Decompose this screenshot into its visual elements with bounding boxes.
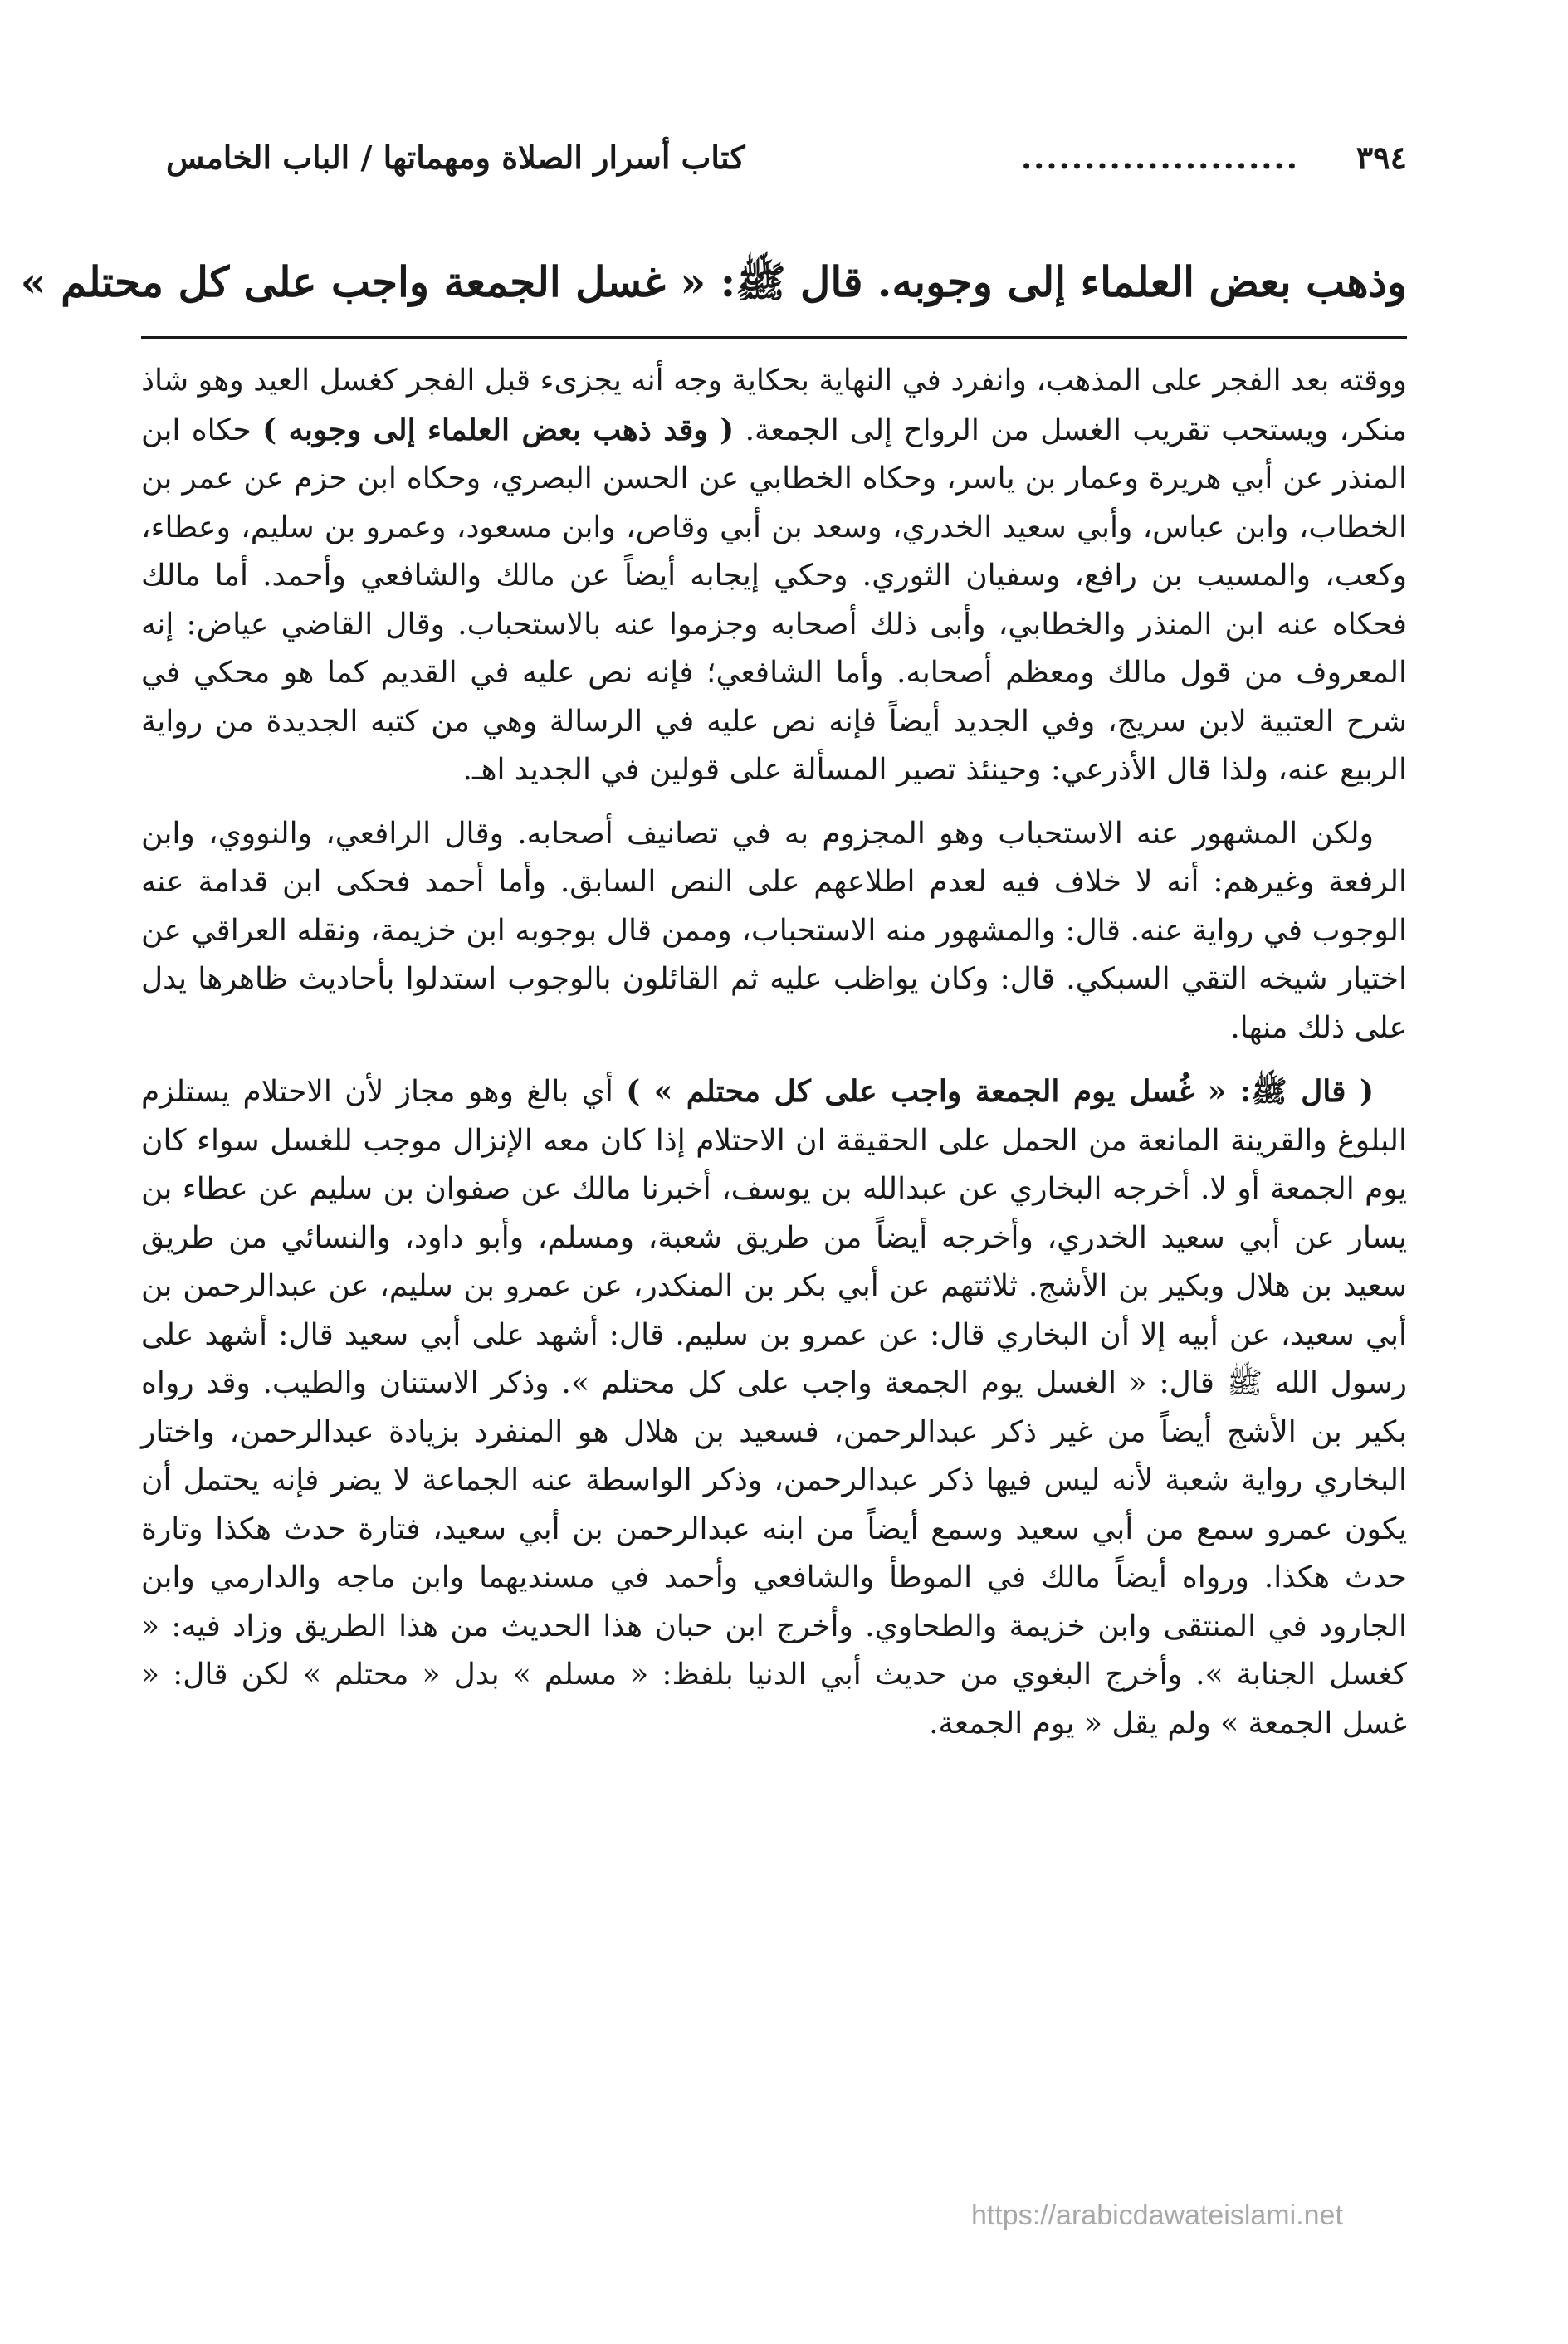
running-title: كتاب أسرار الصلاة ومهماتها / الباب الخامس [166, 139, 745, 176]
page-number: ٣٩٤ [1356, 139, 1407, 176]
separator-rule [141, 336, 1407, 339]
matn-text: وذهب بعض العلماء إلى وجوبه. قال ﷺ: « غسل الجمعة واجب على كل محتلم » [20, 257, 1407, 306]
quoted-matn: ( وقد ذهب بعض العلماء إلى وجوبه ) [262, 412, 735, 447]
commentary-text: أي بالغ وهو مجاز لأن الاحتلام يستلزم البلوغ والقرينة المانعة من الحمل على الحقيقة ان الاحتلام إذا كان معه الإنزال موجب للغسل سواء كان يوم الجمعة أو لا. أخرجه البخاري عن عبدالله بن يوسف، أخبرنا مالك عن صفوان بن سليم عن عطاء بن يسار عن أبي سعيد الخدري، وأخرجه أيضاً من طريق شعبة، ومسلم، وأبو داود، والنسائي من طريق سعيد بن هلال وبكير بن الأشج. ثلاثتهم عن أبي بكر بن المنكدر، عن عمرو بن سليم، عن عبدالرحمن بن أبي سعيد، عن أبيه إلا أن البخاري قال: عن عمرو بن سليم. قال: أشهد على أبي سعيد قال: أشهد على رسول الله ﷺ قال: « الغسل يوم الجمعة واجب على كل محتلم ». وذكر الاستنان والطيب. وقد رواه بكير بن الأشج أيضاً من غير ذكر عبدالرحمن، فسعيد بن هلال هو المنفرد بزيادة عبدالرحمن، واختار البخاري رواية شعبة لأنه ليس فيها ذكر عبدالرحمن، وذكر الواسطة عنه الجماعة لا يضر فإنه يحتمل أن يكون عمرو سمع من أبي سعيد وسمع أيضاً من ابنه عبدالرحمن بن أبي سعيد، فتارة حدث هكذا وتارة حدث هكذا. ورواه أيضاً مالك في الموطأ والشافعي وأحمد في مسنديهما وابن ماجه والدارمي وابن الجارود في المنتقى وابن خزيمة والطحاوي. وأخرج ابن حبان هذا الحديث من هذا الطريق وزاد فيه: « كغسل الجنابة ». وأخرج البغوي من حديث أبي الدنيا بلفظ: « مسلم » بدل « محتلم » لكن قال: « غسل الجمعة » ولم يقل « يوم الجمعة. [141, 1075, 1407, 1741]
header-dot-leader: ...................... [1020, 139, 1299, 176]
running-header [166, 133, 1407, 183]
commentary-paragraph-2: ولكن المشهور عنه الاستحباب وهو المجزوم به في تصانيف أصحابه. وقال الرافعي، والنووي، وابن الرفعة وغيرهم: أنه لا خلاف فيه لعدم اطلاعهم على النص السابق. وأما أحمد فحكى ابن قدامة عنه الوجوب في رواية عنه. قال: والمشهور منه الاستحباب، وممن قال بوجوبه ابن خزيمة، ونقله العراقي عن اختيار شيخه التقي السبكي. قال: وكان يواظب عليه ثم القائلون بالوجوب استدلوا بأحاديث ظاهرها يدل على ذلك منها. [141, 816, 1407, 1045]
commentary-body [141, 357, 1407, 1755]
commentary-text: حكاه ابن المنذر عن أبي هريرة وعمار بن ياسر، وحكاه الخطابي عن الحسن البصري، وحكاه ابن حزم عن عمر بن الخطاب، وابن عباس، وأبي سعيد الخدري، وسعد بن أبي وقاص، وابن مسعود، وعمرو بن سليم، وعطاء، وكعب، والمسيب بن رافع، وسفيان الثوري. وحكي إيجابه أيضاً عن مالك والشافعي وأحمد. أما مالك فحكاه عنه ابن المنذر والخطابي، وأبى ذلك أصحابه وجزموا عنه بالاستحباب. وقال القاضي عياض: إنه المعروف من قول مالك ومعظم أصحابه. وأما الشافعي؛ فإنه نص عليه في القديم كما هو محكي في شرح العتبية لابن سريج، وفي الجديد أيضاً فإنه نص عليه في الرسالة وهي من كتبه الجديدة من رواية الربيع عنه، ولذا قال الأذرعي: وحينئذ تصير المسألة على قولين في الجديد اهـ. [141, 413, 1407, 787]
quoted-matn: ( قال ﷺ: « غُسل يوم الجمعة واجب على كل محتلم » ) [626, 1074, 1374, 1109]
commentary-paragraph-3 [141, 1067, 1407, 1748]
commentary-paragraph-1 [141, 357, 1407, 795]
watermark-url: https://arabicdawateislami.net [971, 2200, 1343, 2231]
commentary-text: ووقته بعد الفجر على المذهب، وانفرد في النهاية بحكاية وجه أنه يجزىء قبل الفجر كغسل العيد وهو شاذ منكر، ويستحب تقريب الغسل من الرواح إلى الجمعة. [141, 364, 1408, 447]
